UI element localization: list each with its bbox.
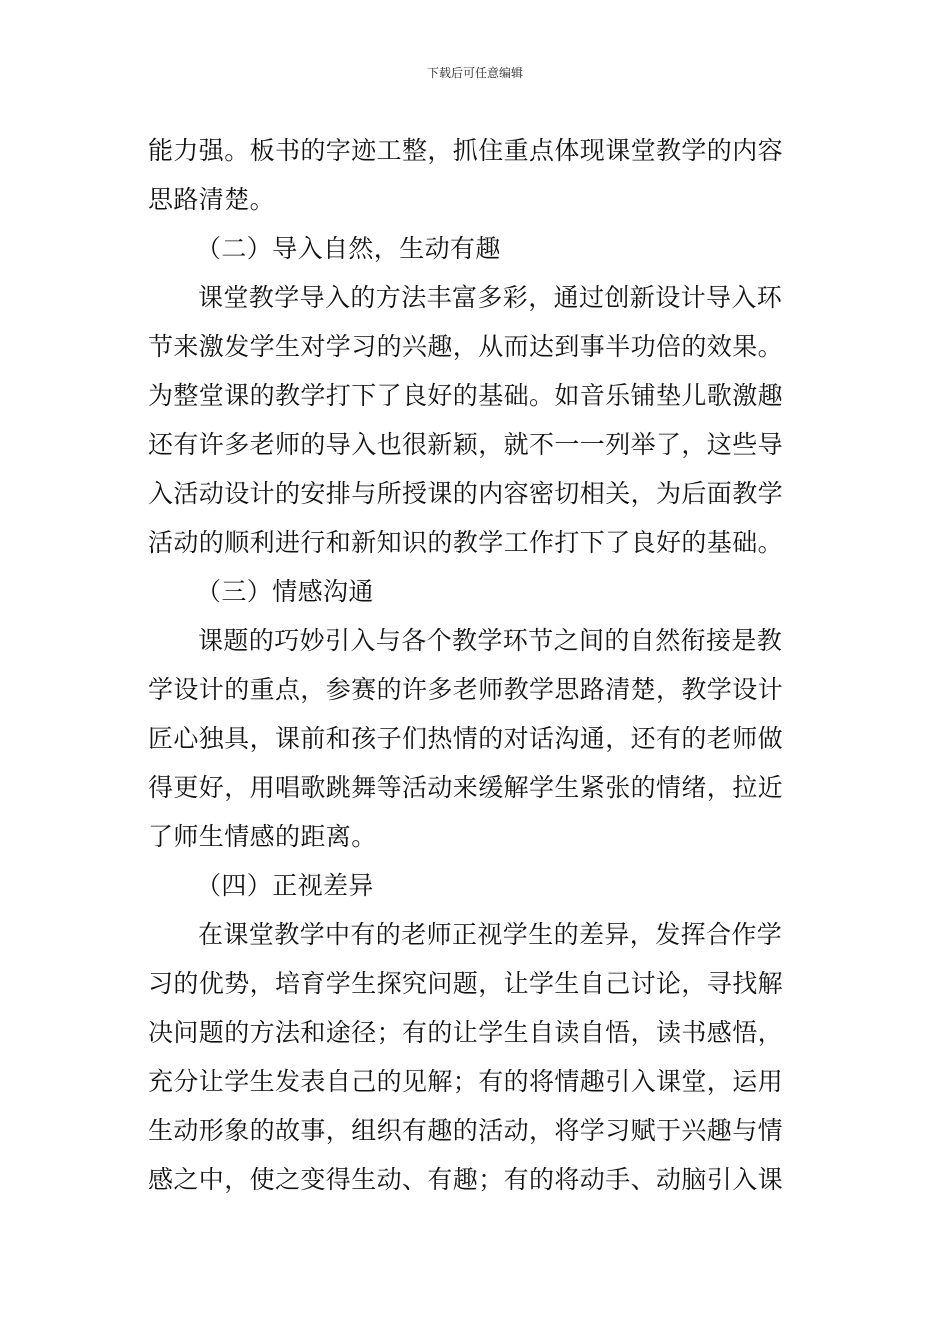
text-line: 得更好，用唱歌跳舞等活动来缓解学生紧张的情绪，拉近: [148, 773, 784, 802]
text-line: 节来激发学生对学习的兴趣，从而达到事半功倍的效果。: [148, 332, 784, 361]
page-header: 下载后可任意编辑: [426, 66, 523, 80]
text-line: 思路清楚。: [148, 185, 276, 214]
text-line: 活动的顺利进行和新知识的教学工作打下了良好的基础。: [148, 528, 784, 557]
text-line: 匠心独具，课前和孩子们热情的对话沟通，还有的老师做: [148, 724, 784, 753]
paragraph-first-line: 在课堂教学中有的老师正视学生的差异，发挥合作学: [198, 920, 783, 949]
text-line: 学设计的重点，参赛的许多老师教学思路清楚，教学设计: [148, 675, 784, 704]
text-line: 生动形象的故事，组织有趣的活动，将学习赋于兴趣与情: [148, 1116, 784, 1145]
text-line: 为整堂课的教学打下了良好的基础。如音乐铺垫儿歌激趣: [148, 381, 784, 410]
paragraph-first-line: 课堂教学导入的方法丰富多彩，通过创新设计导入环: [198, 283, 783, 312]
paragraph-first-line: 课题的巧妙引入与各个教学环节之间的自然衔接是教: [198, 626, 783, 655]
section-heading: （三）情感沟通: [196, 577, 374, 606]
text-line: 感之中，使之变得生动、有趣；有的将动手、动脑引入课: [148, 1165, 784, 1194]
text-line: 能力强。板书的字迹工整，抓住重点体现课堂教学的内容: [148, 136, 784, 165]
text-line: 入活动设计的安排与所授课的内容密切相关，为后面教学: [148, 479, 784, 508]
text-line: 还有许多老师的导入也很新颖，就不一一列举了，这些导: [148, 430, 784, 459]
text-line: 了师生情感的距离。: [148, 822, 377, 851]
section-heading: （二）导入自然，生动有趣: [196, 234, 501, 263]
text-line: 决问题的方法和途径；有的让学生自读自悟，读书感悟，: [148, 1018, 784, 1047]
document-body: [148, 126, 808, 1204]
text-line: 充分让学生发表自己的见解；有的将情趣引入课堂，运用: [148, 1067, 784, 1096]
text-line: 习的优势，培育学生探究问题，让学生自己讨论，寻找解: [148, 969, 784, 998]
section-heading: （四）正视差异: [196, 871, 374, 900]
